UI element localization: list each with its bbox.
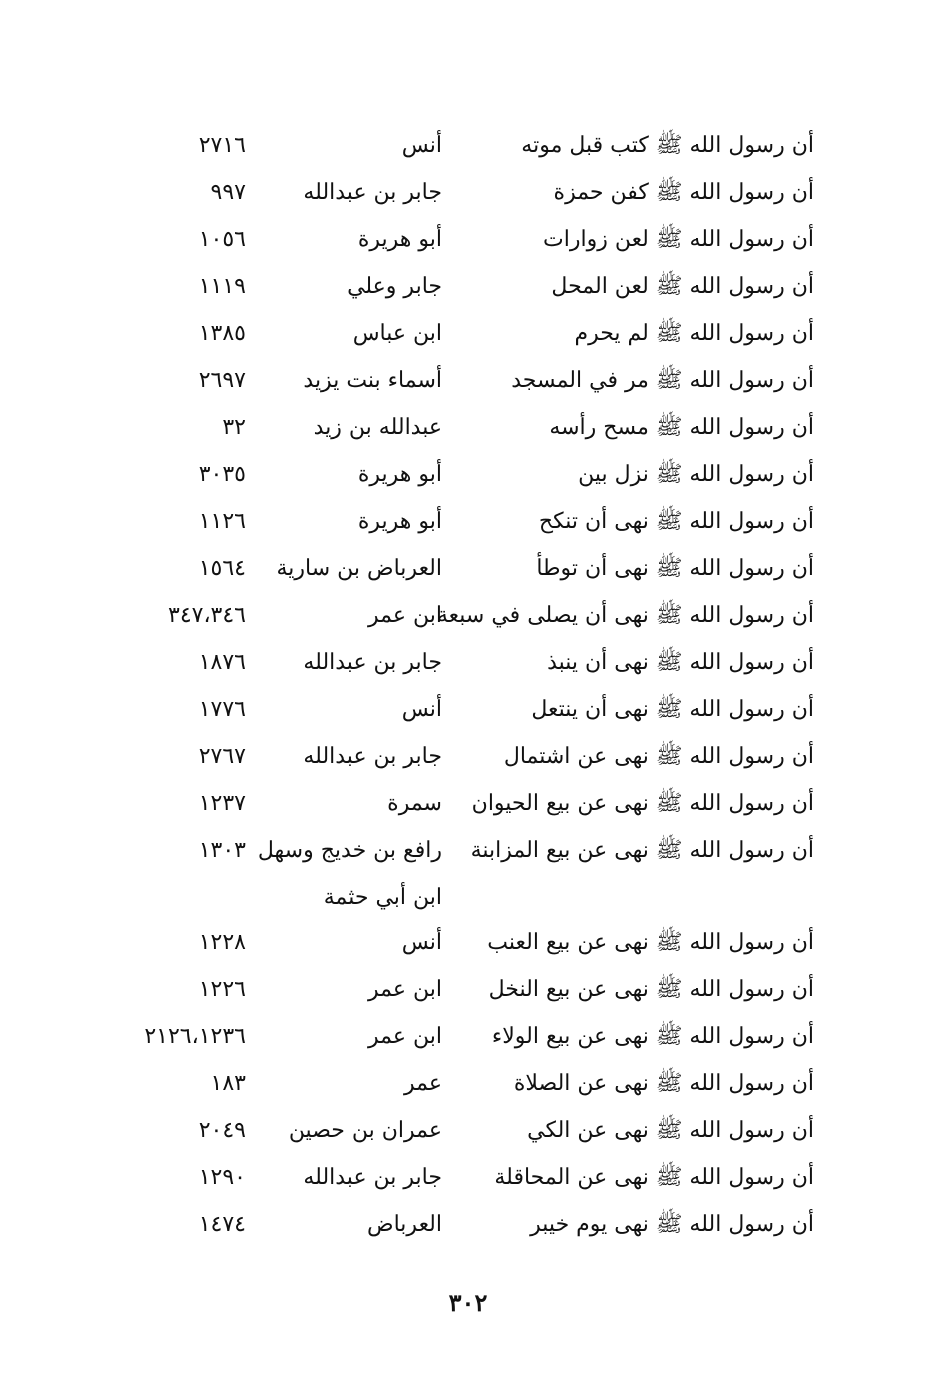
index-row (0, 126, 936, 173)
narrator-name: جابر بن عبدالله (303, 1165, 442, 1190)
hadith-opening: أن رسول الله ﷺ مسح رأسه (549, 415, 814, 440)
hadith-number: ٢٦٩٧ (198, 368, 246, 393)
narrator-name: أنس (401, 697, 442, 722)
index-row (0, 1064, 936, 1111)
hadith-number: ١١١٩ (198, 274, 246, 299)
index-row (0, 596, 936, 643)
hadith-opening: أن رسول الله ﷺ مر في المسجد (511, 368, 814, 393)
hadith-number: ١٢٢٦ (198, 977, 246, 1002)
hadith-number: ٣٤٧،٣٤٦ (168, 603, 246, 628)
narrator-name: سمرة (387, 791, 442, 816)
hadith-number: ٢١٢٦،١٢٣٦ (144, 1024, 246, 1049)
index-row (0, 923, 936, 970)
index-row (0, 690, 936, 737)
index-row (0, 784, 936, 831)
index-row (0, 502, 936, 549)
hadith-number: ١٠٥٦ (198, 227, 246, 252)
hadith-opening: أن رسول الله ﷺ لعن المحل (551, 274, 814, 299)
narrator-name: رافع بن خديج وسهل (257, 838, 442, 863)
narrator-name: ابن عمر (368, 603, 442, 628)
hadith-opening: أن رسول الله ﷺ نهى عن الصلاة (513, 1071, 814, 1096)
hadith-number: ١٣٠٣ (198, 838, 246, 863)
hadith-opening: أن رسول الله ﷺ نهى عن بيع الولاء (491, 1024, 814, 1049)
hadith-number: ١١٢٦ (198, 509, 246, 534)
index-row (0, 1205, 936, 1252)
hadith-opening: أن رسول الله ﷺ نهى عن بيع الحيوان (471, 791, 814, 816)
narrator-name: العرباض بن سارية (276, 556, 442, 581)
narrator-name: ابن عمر (368, 977, 442, 1002)
hadith-opening: أن رسول الله ﷺ نهى أن ينبذ (547, 650, 814, 675)
narrator-name: العرباض (367, 1212, 442, 1237)
narrator-name: أنس (401, 930, 442, 955)
hadith-number: ١٨٣ (210, 1071, 246, 1096)
narrator-name: جابر وعلي (347, 274, 442, 299)
index-row (0, 267, 936, 314)
index-row (0, 1017, 936, 1064)
index-row (0, 1111, 936, 1158)
hadith-opening: أن رسول الله ﷺ لم يحرم (574, 321, 814, 346)
hadith-opening: أن رسول الله ﷺ نهى يوم خيبر (530, 1212, 814, 1237)
index-row (0, 314, 936, 361)
index-row-continuation (0, 878, 936, 923)
hadith-opening: أن رسول الله ﷺ نهى أن تنكح (538, 509, 814, 534)
hadith-number: ١٧٧٦ (198, 697, 246, 722)
narrator-name: أبو هريرة (357, 227, 442, 252)
narrator-name: ابن عباس (352, 321, 442, 346)
index-row (0, 408, 936, 455)
hadith-opening: أن رسول الله ﷺ كفن حمزة (553, 180, 814, 205)
narrator-name: أبو هريرة (357, 462, 442, 487)
index-row (0, 643, 936, 690)
hadith-opening: أن رسول الله ﷺ نزل بين (578, 462, 814, 487)
narrator-name: أسماء بنت يزيد (303, 368, 442, 393)
index-row (0, 831, 936, 878)
hadith-opening: أن رسول الله ﷺ نهى عن اشتمال (503, 744, 814, 769)
hadith-index-list (0, 126, 936, 1252)
hadith-opening: أن رسول الله ﷺ نهى أن توطأ (536, 556, 814, 581)
hadith-number: ١٢٩٠ (198, 1165, 246, 1190)
hadith-opening: أن رسول الله ﷺ نهى أن يصلى في سبعة (436, 603, 814, 628)
hadith-opening: أن رسول الله ﷺ نهى أن ينتعل (531, 697, 814, 722)
page-number: ٣٠٢ (448, 1288, 488, 1317)
narrator-name: عمر (404, 1071, 442, 1096)
hadith-number: ١٢٣٧ (198, 791, 246, 816)
index-row (0, 455, 936, 502)
hadith-opening: أن رسول الله ﷺ نهى عن الكي (527, 1118, 814, 1143)
narrator-name: ابن عمر (368, 1024, 442, 1049)
hadith-opening: أن رسول الله ﷺ نهى عن بيع المزابنة (470, 838, 814, 863)
hadith-opening: أن رسول الله ﷺ نهى عن بيع النخل (488, 977, 814, 1002)
narrator-name: عمران بن حصين (288, 1118, 442, 1143)
hadith-number: ٢٠٤٩ (198, 1118, 246, 1143)
hadith-opening: أن رسول الله ﷺ لعن زوارات (543, 227, 814, 252)
index-row (0, 361, 936, 408)
hadith-number: ١٨٧٦ (198, 650, 246, 675)
hadith-number: ٣٢ (222, 415, 246, 440)
index-row (0, 737, 936, 784)
index-row (0, 1158, 936, 1205)
hadith-number: ٣٠٣٥ (198, 462, 246, 487)
hadith-number: ١٣٨٥ (198, 321, 246, 346)
index-row (0, 220, 936, 267)
hadith-number: ٩٩٧ (210, 180, 246, 205)
narrator-name: أنس (401, 133, 442, 158)
hadith-number: ١٤٧٤ (198, 1212, 246, 1237)
hadith-number: ١٥٦٤ (198, 556, 246, 581)
hadith-opening: أن رسول الله ﷺ نهى عن بيع العنب (487, 930, 814, 955)
hadith-number: ٢٧١٦ (198, 133, 246, 158)
index-row (0, 173, 936, 220)
hadith-number: ١٢٢٨ (198, 930, 246, 955)
narrator-name-continuation: ابن أبي حثمة (323, 885, 442, 910)
narrator-name: أبو هريرة (357, 509, 442, 534)
hadith-opening: أن رسول الله ﷺ نهى عن المحاقلة (494, 1165, 814, 1190)
narrator-name: جابر بن عبدالله (303, 180, 442, 205)
narrator-name: عبدالله بن زيد (313, 415, 442, 440)
index-row (0, 970, 936, 1017)
hadith-opening: أن رسول الله ﷺ كتب قبل موته (521, 133, 814, 158)
index-row (0, 549, 936, 596)
narrator-name: جابر بن عبدالله (303, 650, 442, 675)
hadith-number: ٢٧٦٧ (198, 744, 246, 769)
narrator-name: جابر بن عبدالله (303, 744, 442, 769)
